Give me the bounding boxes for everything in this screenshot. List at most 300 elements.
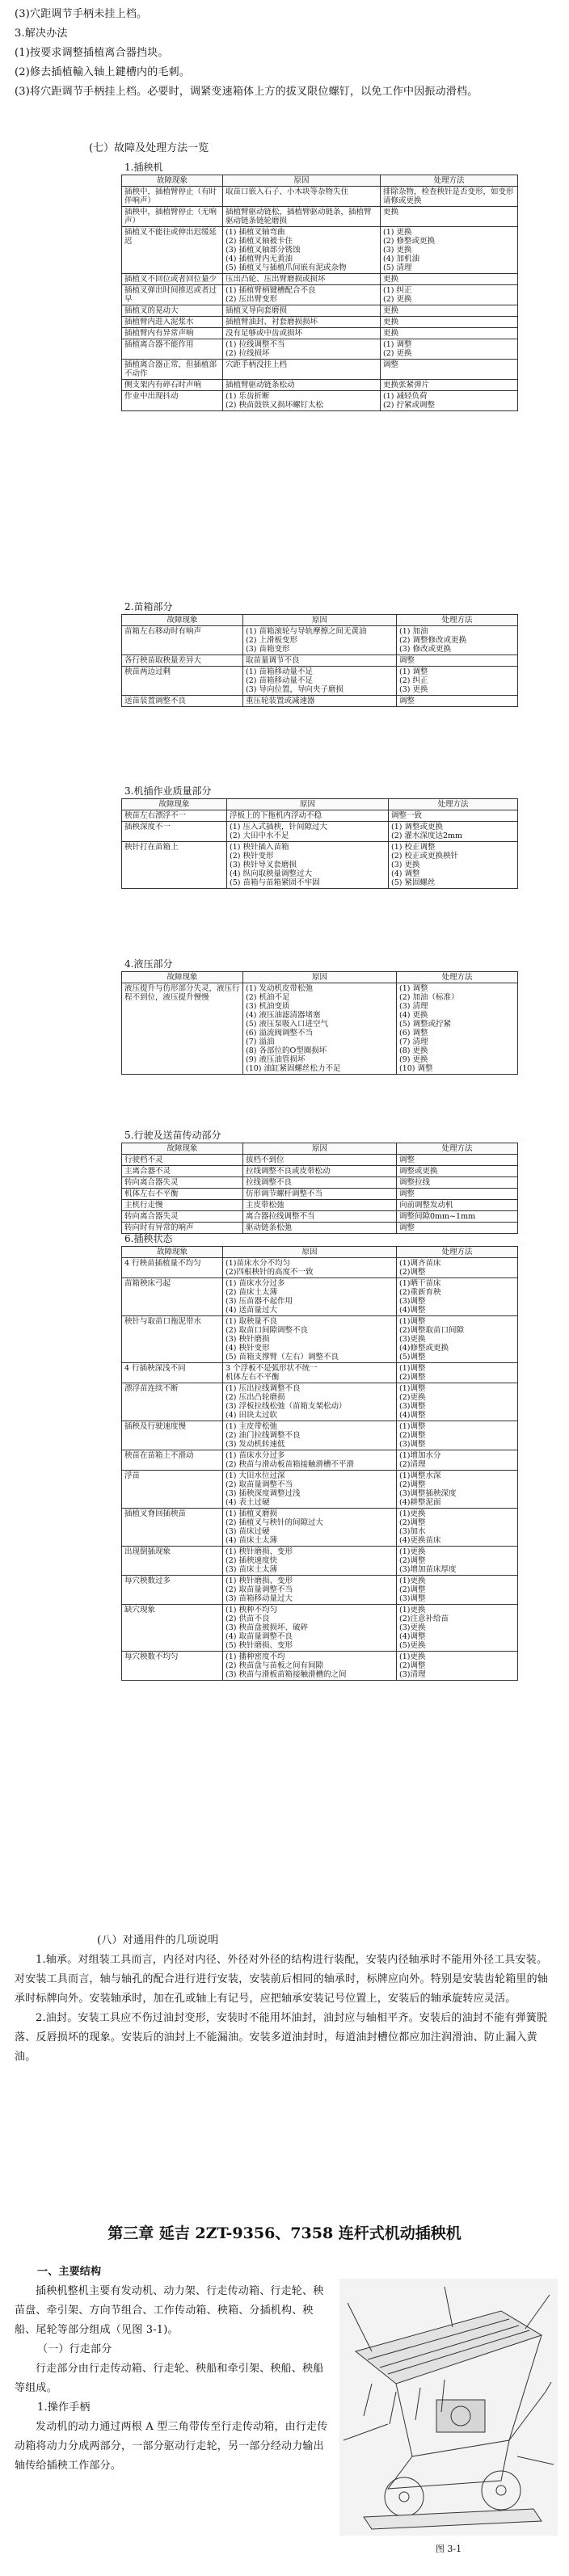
cell-line: 每穴秧数不均匀 [124,1652,179,1661]
symptom-cell [122,1200,243,1211]
symptom-cell [122,380,223,391]
cell-line: 调整 [399,656,415,665]
cell-line: 插植臂内有异常声响 [124,329,194,338]
symptom-cell [122,1155,243,1166]
cause-cell [223,1278,397,1316]
cell-line: 插植臂驱动链松，插植臂驱动链条，插植臂驱动链条链轮磨损 [225,208,372,225]
table-row [122,1177,518,1189]
cause-cell [223,1547,397,1576]
cell-line: 插植离合器正常，但插植部不动作 [124,360,217,378]
cell-line: (1) 秧针磨损、变形 [225,1576,293,1585]
cause-cell [223,1363,397,1383]
table-row [122,842,518,889]
symptom-cell [122,1383,223,1421]
cause-cell [223,1652,397,1681]
remedy-cell [397,1576,518,1605]
remedy-cell [381,360,518,380]
cell-line: (1) 主皮带松弛 [225,1422,277,1431]
cause-cell [223,1421,397,1450]
remedy-cell [397,1155,518,1166]
fault-table-3 [121,798,518,889]
cell-line: (1)更换 [399,1652,426,1661]
cell-line: (1)晒干苗床 [399,1279,441,1288]
cell-line: 浮苗 [124,1471,141,1480]
symptom-cell [122,274,223,285]
cell-line: 插秧中，插植臂停止（无响声） [124,208,217,225]
cell-line: (4) 苗床土太薄 [225,1536,277,1545]
cell-line: 每穴秧数过多 [124,1576,171,1585]
cell-line: 插植叉不回位或者回位量少 [124,275,217,284]
cell-line: (10) 油缸紧固螺丝松力不足 [246,1064,341,1073]
cell-line: 秧苗左右漂浮不一 [124,811,187,820]
remedy-cell [397,1223,518,1234]
cell-line: 转向离合器失灵 [124,1178,179,1187]
cell-line: 插植臂内进入泥浆水 [124,318,194,326]
table-header: 处理方法 [381,175,518,187]
symptom-cell [122,328,223,339]
cell-line: (1) 纠正 [383,286,412,295]
remedy-cell [397,1200,518,1211]
cell-line: (1) 播种密度不均 [225,1652,285,1661]
cell-line: (2)调整 [399,1518,426,1527]
cell-line: (1) 减轻负荷 [383,392,428,401]
cell-line: 苗箱秧床弓起 [124,1279,171,1288]
table-3-title: 3.机插作业质量部分 [124,785,212,797]
remedy-cell [397,1471,518,1509]
cell-line: 插植叉弹出时间推迟或者过早 [124,286,217,304]
table-row [122,328,518,339]
cell-line: (10) 调整 [399,1064,433,1073]
cell-line: (4)耕整泥面 [399,1498,441,1507]
remedy-cell [381,305,518,317]
cell-line: (4) 纵向取秧量调整过大 [230,869,312,878]
cell-line: 插植叉脊回插秧苗 [124,1509,187,1518]
table-row [122,1223,518,1234]
cell-line: (2) 机油不足 [246,993,290,1002]
cell-line: (4) 田块太过软 [225,1411,277,1420]
cell-line: (3)调整 [399,1297,426,1306]
cause-cell [223,328,381,339]
cell-line: (4)调整 [399,1306,426,1315]
cell-line: 液压提升与仿形部分失灵，液压行程不到位，液压提升慢慢 [124,984,240,1002]
symptom-cell [122,1189,243,1200]
cause-cell [243,655,397,667]
cell-line: (2) 取苗量调整不当 [225,1585,293,1594]
table-header: 原因 [243,615,397,626]
table-row [122,1547,518,1576]
cell-line: 转向时有异常的响声 [124,1223,194,1232]
cause-cell [223,285,381,305]
table-header: 原因 [227,799,389,810]
cause-cell [223,1576,397,1605]
table-header: 原因 [243,972,397,983]
remedy-cell [381,339,518,360]
intro-line-4: (2)修去插植輸入轴上鍵槽内的毛刺。 [15,66,191,78]
table-header: 故障现象 [122,1143,243,1155]
table-row [122,1383,518,1421]
cause-cell [227,810,389,822]
cause-cell [243,1155,397,1166]
cell-line: (1) 插植叉轴弯曲 [225,228,285,237]
cell-line: (9) 液压油管损坏 [246,1055,306,1064]
symptom-cell [122,1278,223,1316]
table-row [122,380,518,391]
cell-line: 主皮带松弛 [246,1201,284,1210]
table-row [122,1189,518,1200]
cell-line: (1) 调整 [383,340,412,349]
table-header: 处理方法 [397,972,518,983]
cell-line: (3) 苗箱移动量过大 [225,1594,293,1603]
cell-line: 机体左右不平衡 [124,1189,179,1198]
cell-line: 各行秧苗取秧量差异大 [124,656,202,665]
symptom-cell [122,317,223,328]
table-row [122,187,518,207]
cell-line: (2) 供苗不良 [225,1614,270,1623]
table-header: 原因 [223,1247,397,1258]
fault-table-6 [121,1246,518,1681]
cell-line: 插植臂驱动链条松动 [225,381,295,389]
cell-line: (3) 压苗器不起作用 [225,1297,293,1306]
cell-line: (1) 调整或更换 [391,823,443,831]
table-row [122,1471,518,1509]
cell-line: 秧苗两边过剩 [124,667,171,676]
cell-line: 取苗量调节不良 [246,656,300,665]
cell-line: 缺穴现象 [124,1606,156,1614]
cell-line: (3) 秧苗与滑板苗箱接触滑槽的之间 [225,1670,347,1679]
cell-line: 出现倒插现象 [124,1547,171,1556]
cell-line: (1) 乐齿折断 [225,392,270,401]
table-row [122,1363,518,1383]
cause-cell [243,667,397,696]
cell-line: 更换 [383,306,399,315]
remedy-cell [397,983,518,1075]
symptom-cell [122,1316,223,1363]
cell-line: 插秧中，插植臂停止（有时伴响声） [124,187,217,205]
cell-line: (2) 修整或更换 [383,237,435,246]
cell-line: 4 行插秧深浅不同 [124,1364,186,1373]
cell-line: 机体左右不平衡 [225,1373,280,1382]
cell-line: (5) 苗箱与苗箱紧固不牢固 [230,878,320,887]
remedy-cell [381,285,518,305]
cell-line: (3)更换 [399,1623,426,1632]
cell-line: (2)四根秧针的高度不一致 [225,1268,314,1277]
cell-line: (7) 清理 [399,1038,428,1046]
cell-line: (2) 大田中水不足 [230,831,289,840]
chapter-subheading-handle: 1.操作手柄 [37,2401,91,2414]
symptom-cell [122,285,223,305]
cell-line: 更换 [383,275,399,284]
notes-paragraph-bearing: 1.轴承。对组装工具而言，内径对内径、外径对外径的结构进行装配，安装内径轴承时不能用外径工具安装。对安装工具而言，轴与轴孔的配合进行进行安装，安装前后相同的轴承时，标牌应向外。特别是安装齿轮箱里的轴承时标牌向外。安装轴承时，加在孔或轴上有记号，应把轴承安装记号位置上，安装后的轴承旋转应灵活。 [15,1954,549,2005]
table-header: 故障现象 [122,1247,223,1258]
cell-line: (1)更换 [399,1509,426,1518]
cell-line: (1) 取秧量不良 [225,1317,277,1326]
table-row [122,274,518,285]
notes-paragraph-seal: 2.油封。安装工具应不伤过油封变形，安装时不能用坏油封，油封应与轴相平齐。安装后的油封不能有弹簧脱落、反唇损坏的现象。安装后的油封上不能漏油。安装多道油封时，每道油封槽位都应加注润滑油、防止漏入黄油。 [15,2012,548,2063]
table-4-title: 4.液压部分 [124,958,173,970]
cell-line: (1)调整 [399,1384,426,1393]
table-header: 故障现象 [122,972,243,983]
table-row [122,1576,518,1605]
cause-cell [243,1177,397,1189]
cell-line: 浮板上的下拖机内浮动不稳 [230,811,322,820]
cell-line: (4) 送苗量过大 [225,1306,277,1315]
cell-line: (1) 秧种不均匀 [225,1606,277,1614]
cell-line: (4) 秧针变形 [225,1344,270,1353]
cell-line: 更换 [383,208,399,217]
symptom-cell [122,1471,223,1509]
cell-line: 调整 [383,360,399,369]
cell-line: (1) 发动机皮带松弛 [246,984,313,993]
symptom-cell [122,207,223,227]
table-row [122,696,518,707]
cell-line: 秧针打在苗箱上 [124,843,179,852]
cell-line: (2) 取苗口间隙调整不良 [225,1326,308,1335]
cell-line: (1)更换 [399,1547,426,1556]
cell-line: (2) 拧紧或调整 [383,401,435,410]
cell-line: (4)修整或更换 [399,1344,449,1353]
cause-cell [223,360,381,380]
remedy-cell [381,207,518,227]
cell-line: 更换 [383,318,399,326]
cell-line: (4) 取苗量调整不良 [225,1632,293,1641]
cell-line: (4) 更换 [399,1011,428,1020]
symptom-cell [122,1652,223,1681]
cell-line: 秧针与取苗口拖泥带水 [124,1317,202,1326]
symptom-cell [122,227,223,274]
cell-line: 调整 [399,697,415,705]
fault-table-5 [121,1143,518,1234]
cell-line: 仿形调节螺杆调整不当 [246,1189,323,1198]
remedy-cell [397,1316,518,1363]
table-row [122,626,518,655]
cell-line: 插植叉不能往或伸出迟缓延迟 [124,228,217,246]
cell-line: (4) 表土过硬 [225,1498,270,1507]
table-row [122,655,518,667]
cell-line: (5) 紧固螺丝 [391,878,436,887]
cell-line: (4)更换苗床 [399,1536,441,1545]
symptom-cell [122,1363,223,1383]
table-header: 故障现象 [122,175,223,187]
cell-line: 穴距手柄没挂上档 [225,360,288,369]
table-header: 原因 [223,175,381,187]
cell-line: (2) 灌水深度达2mm [391,831,463,840]
symptom-cell [122,1421,223,1450]
cell-line: (3)调整 [399,1594,426,1603]
cell-line: (1) 更换 [383,228,412,237]
cell-line: (5) 液压泵吸入口进空气 [246,1020,328,1029]
cell-line: (1) 校正调整 [391,843,436,852]
symptom-cell [122,842,227,889]
cell-line: (2) 纠正 [399,676,428,685]
cell-line: (3) 修改或更换 [399,645,451,654]
table-row [122,667,518,696]
notes-heading: (八）对通用件的几项说明 [97,1934,219,1947]
cause-cell [223,1383,397,1421]
notes-block [0,1931,569,2067]
cell-line: (1)更换 [399,1576,426,1585]
cell-line: (2) 插秧速度快 [225,1556,277,1565]
cause-cell [223,1605,397,1652]
remedy-cell [381,328,518,339]
cell-line: (3) 浮板拉线松弛（苗箱支架松动） [225,1402,347,1411]
remedy-cell [381,227,518,274]
cause-cell [223,207,381,227]
cell-line: 更换 [383,329,399,338]
cell-line: (1) 苗箱移动量不足 [246,667,313,676]
symptom-cell [122,391,223,411]
cell-line: (2) 秧苗盘与苗板之间有间隙 [225,1661,323,1670]
cell-line: (2) 压出凸轮磨损 [225,1393,285,1402]
chapter-subheading-walking: （一）行走部分 [37,2343,112,2355]
table-row [122,810,518,822]
cell-line: (5) 调整或拧紧 [399,1020,451,1029]
cell-line: (2) 更换 [383,295,412,304]
cell-line: 插植叉的晃动大 [124,306,179,315]
cause-cell [227,822,389,842]
table-row [122,822,518,842]
cell-line: 插植臂油封、衬套磨损损坏 [225,318,318,326]
remedy-cell [397,1383,518,1421]
cell-line: (3)清理 [399,1670,426,1679]
symptom-cell [122,1258,223,1278]
intro-block [0,5,569,102]
cause-cell [223,305,381,317]
cell-line: (1)调整 [399,1364,426,1373]
symptom-cell [122,339,223,360]
fault-table-1 [121,175,518,411]
cell-line: (3) 更换 [383,246,412,255]
cause-cell [243,696,397,707]
cell-line: 调整 [399,1223,415,1232]
cell-line: 主离合器不灵 [124,1167,171,1176]
cell-line: (2)调整 [399,1556,426,1565]
cell-line: (1) 秧针磨损、变形 [225,1547,293,1556]
remedy-cell [381,274,518,285]
cell-line: (1) 调整 [399,984,428,993]
section-heading: (七）故障及处理方法一览 [89,142,209,154]
cell-line: 作业中出现抖动 [124,392,179,401]
table-5-title: 5.行驶及送苗传动部分 [124,1130,221,1141]
cell-line: (2) 苗箱移动量不足 [246,676,313,685]
cell-line: 驱动链条松弛 [246,1223,293,1232]
table-row [122,1450,518,1471]
cell-line: (8) 更换 [399,1046,428,1055]
cell-line: (3) 插秧深度调整过浅 [225,1489,301,1498]
remedy-cell [397,1278,518,1316]
cell-line: (2) 秧苗与滑动板苗箱接触滑槽不平滑 [225,1460,354,1469]
cause-cell [243,1211,397,1223]
cell-line: 插秧深度不一 [124,823,171,831]
table-row [122,285,518,305]
cause-cell [223,339,381,360]
cell-line: (5) 插植叉与插植爪间嵌有泥或杂物 [225,263,347,272]
symptom-cell [122,655,243,667]
cause-cell [243,1166,397,1177]
cell-line: (1) 插植叉磨损 [225,1509,277,1518]
cell-line: (1)更换 [399,1606,426,1614]
cell-line: (4) 液压油滤清器堵塞 [246,1011,321,1020]
table-row [122,1211,518,1223]
cause-cell [243,626,397,655]
table-header: 处理方法 [389,799,518,810]
cause-cell [223,187,381,207]
remedy-cell [389,822,518,842]
cause-cell [223,1450,397,1471]
remedy-cell [397,626,518,655]
cell-line: (3)调整 [399,1440,426,1449]
cell-line: (2)调整 [399,1480,426,1489]
remedy-cell [381,187,518,207]
cell-line: (2)调整取苗口间隙 [399,1326,464,1335]
cell-line: (1) 苗床水分过多 [225,1451,285,1460]
cell-line: (2) 取苗量调整不当 [225,1480,293,1489]
symptom-cell [122,1211,243,1223]
table-header: 处理方法 [397,615,518,626]
cell-line: 插植离合器不能作用 [124,340,194,349]
cell-line: (1) 插植臂柄键槽配合不良 [225,286,316,295]
figure-caption: 图 3-1 [435,2544,462,2554]
remedy-cell [397,696,518,707]
cell-line: (3) 秧苗盘被损坏、破碎 [225,1623,308,1632]
table-header: 故障现象 [122,615,243,626]
chapter-paragraph-1: 插秧机整机主要有发动机、动力架、行走传动箱、行走轮、秧苗盘、牵引架、方向节组合、工作传动箱、秧箱、分插机构、秧船、尾轮等部分组成（见图 3-1)。 [15,2285,324,2336]
cell-line: (2)更换 [399,1393,426,1402]
symptom-cell [122,667,243,696]
table-row [122,317,518,328]
cell-line: (3) 清理 [399,1002,428,1011]
cell-line: (3) 更换 [391,861,420,869]
cell-line: (3) 苗箱变形 [246,645,290,654]
symptom-cell [122,360,223,380]
cell-line: (1) 调整 [399,667,428,676]
chapter-paragraph-3: 发动机的动力通过两根 A 型三角带传至行走传动箱，由行走传动箱将动力分成两部分，一部分驱动行走轮，另一部分经动力输出轴传给插秧工作部分。 [15,2421,328,2472]
cell-line: (5) 清理 [383,263,412,272]
remedy-cell [397,655,518,667]
cause-cell [243,1223,397,1234]
cell-line: 侧支架内有碎石时声响 [124,381,202,389]
cell-line: 拔档不到位 [246,1155,284,1164]
cell-line: 离合器拉线调整不当 [246,1212,315,1221]
cell-line: 排除杂物，检查秧针是否变形，如变形请修或更换 [383,187,514,205]
cell-line: (3) 苗床过硬 [225,1527,270,1536]
table-header: 处理方法 [397,1247,518,1258]
cell-line: 行驶档不灵 [124,1155,163,1164]
chapter-title: 第三章 延吉 2ZT-9356、7358 连杆式机动插秧机 [107,2225,462,2242]
symptom-cell [122,187,223,207]
cell-line: 拉线调整不良 [246,1178,293,1187]
cell-line: (2) 校正或更换秧针 [391,852,458,861]
cell-line: (2)重新育秧 [399,1288,441,1297]
symptom-cell [122,1576,223,1605]
cell-line: (2) 油门拉线调整不良 [225,1431,301,1440]
remedy-cell [389,810,518,822]
cause-cell [223,274,381,285]
cause-cell [223,317,381,328]
table-row [122,1509,518,1547]
cell-line: (2)调整 [399,1268,426,1277]
cell-line: (3)更换 [399,1335,426,1344]
cell-line: (1) 加油 [399,627,428,636]
cell-line: (2) 苗床土太薄 [225,1288,277,1297]
remedy-cell [381,317,518,328]
remedy-cell [397,1547,518,1576]
cell-line: (2) 秧针变形 [230,852,274,861]
cell-line: (3) 更换 [399,685,428,694]
cell-line: (3) 秧针磨损 [225,1335,270,1344]
intro-line-1: (3)穴距调节手柄未挂上档。 [15,8,148,20]
table-row [122,1421,518,1450]
cell-line: 插秧及行驶速度慢 [124,1422,187,1431]
